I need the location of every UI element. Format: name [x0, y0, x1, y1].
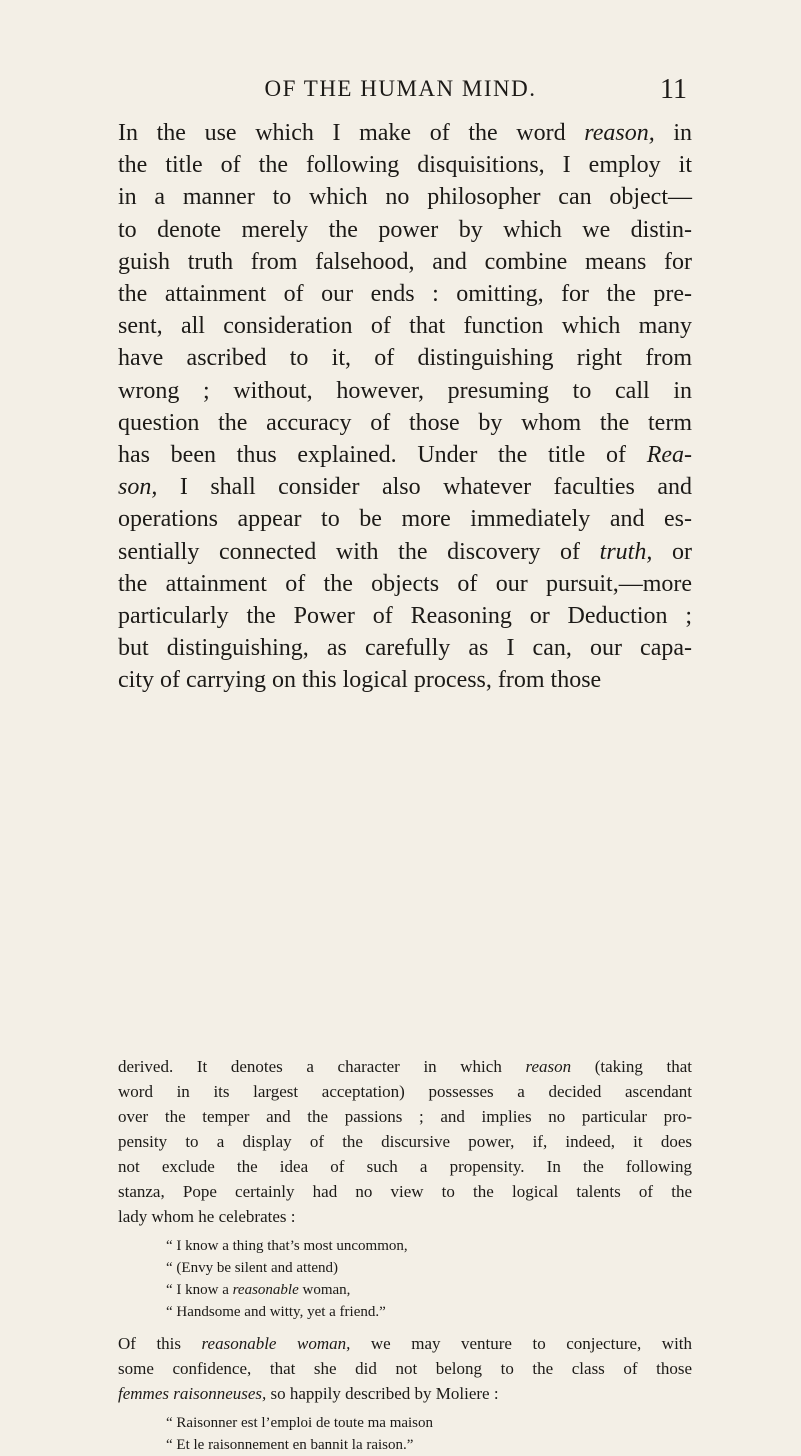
verse-line [166, 1257, 686, 1279]
running-head: OF THE HUMAN MIND. [264, 76, 537, 101]
main-text [118, 117, 692, 697]
italic-text: Rea- [646, 442, 692, 469]
text-run: sentially connected with the discovery of [118, 538, 600, 565]
footnote-line [118, 1129, 692, 1154]
footnote-line [118, 1179, 692, 1204]
text-run: wrong ; without, however, presuming to call in [118, 377, 692, 404]
text-line [118, 246, 692, 278]
text-run: In the use which I make of the word [118, 120, 585, 146]
text-run: to denote merely the power by which we distin- [118, 216, 692, 243]
text-run: city of carrying on this logical process, from those [118, 667, 602, 694]
text-run: (taking that [571, 1057, 692, 1076]
text-run: particularly the Power of Reasoning or Deduction ; [118, 603, 692, 630]
italic-text: truth, [599, 538, 653, 565]
verse-quotation-moliere [166, 1412, 686, 1456]
footnote-line [118, 1079, 692, 1104]
text-run: in a manner to which no philosopher can object— [118, 184, 692, 211]
text-run: derived. It denotes a character in which [118, 1057, 526, 1076]
italic-text: reasonable [232, 1282, 299, 1298]
text-run: “ Handsome and witty, yet a friend.” [166, 1304, 386, 1320]
text-run: not exclude the idea of such a propensity. In the following [118, 1157, 692, 1176]
footnote-line [118, 1356, 692, 1381]
text-run: woman, [298, 1282, 351, 1298]
text-run: the title of the following disquisitions, I employ it [118, 152, 692, 179]
text-run: question the accuracy of those by whom the term [118, 409, 692, 436]
text-run: “ Et le raisonnement en bannit la raison.” [166, 1437, 414, 1453]
footnote-line [118, 1331, 692, 1356]
text-run: have ascribed to it, of distinguishing right from [118, 345, 692, 372]
text-line [118, 342, 692, 374]
footnote-line [118, 1381, 692, 1406]
footnote-continuation [118, 1331, 692, 1406]
text-run: but distinguishing, as carefully as I can, our capa- [118, 635, 692, 662]
text-run: stanza, Pope certainly had no view to the logical talents of the [118, 1182, 692, 1201]
italic-text: reason, [584, 120, 655, 146]
text-run: or [652, 538, 692, 565]
text-line [118, 568, 692, 600]
footnote-text [118, 1054, 692, 1229]
footnote-line [118, 1154, 692, 1179]
text-line [118, 471, 692, 503]
text-run: some confidence, that she did not belong to the class of those [118, 1359, 692, 1378]
text-line [118, 503, 692, 535]
text-run: “ Raisonner est l’emploi de toute ma maison [166, 1415, 434, 1431]
text-line [118, 439, 692, 471]
text-run: the attainment of the objects of our pursuit,—more [118, 570, 692, 597]
verse-line [166, 1412, 686, 1434]
verse-line [166, 1279, 686, 1301]
text-run: we may venture to conjecture, with [350, 1334, 693, 1353]
text-run: word in its largest acceptation) possesses a decided ascendant [118, 1082, 692, 1101]
text-run: so happily described by Moliere : [266, 1384, 499, 1403]
text-run: Of this [118, 1334, 202, 1353]
text-run: has been thus explained. Under the title of [118, 442, 647, 469]
italic-text: son, [118, 474, 158, 501]
footnote-line [118, 1104, 692, 1129]
footnote-line [118, 1054, 692, 1079]
verse-line [166, 1235, 686, 1257]
italic-text: femmes raisonneuses, [118, 1384, 267, 1403]
page-header [0, 76, 801, 106]
text-run: sent, all consideration of that function which many [118, 313, 692, 340]
text-run: “ I know a [166, 1282, 233, 1298]
text-run: pensity to a display of the discursive power, if, indeed, it does [118, 1132, 692, 1151]
text-line [118, 310, 692, 342]
text-line [118, 149, 692, 181]
text-line [118, 600, 692, 632]
text-run: “ I know a thing that’s most uncommon, [166, 1238, 408, 1254]
text-line [118, 632, 692, 664]
italic-text: reasonable woman, [201, 1334, 351, 1353]
text-run: in [654, 120, 693, 146]
text-line [118, 181, 692, 213]
text-line [118, 536, 692, 568]
text-line [118, 407, 692, 439]
verse-line [166, 1434, 686, 1456]
text-run: lady whom he celebrates : [118, 1207, 296, 1226]
page-number: 11 [660, 74, 687, 105]
verse-line [166, 1301, 686, 1323]
text-line [118, 214, 692, 246]
text-line [118, 117, 692, 149]
text-run: I shall consider also whatever faculties and [157, 474, 692, 501]
text-run: operations appear to be more immediately and es- [118, 506, 692, 533]
footnote-line [118, 1204, 692, 1229]
text-run: the attainment of our ends : omitting, for the pre- [118, 281, 692, 308]
text-run: guish truth from falsehood, and combine means for [118, 248, 692, 275]
text-line [118, 278, 692, 310]
text-line [118, 375, 692, 407]
text-line [118, 664, 692, 696]
verse-quotation-pope [166, 1235, 686, 1323]
text-run: “ (Envy be silent and attend) [166, 1260, 339, 1276]
text-run: over the temper and the passions ; and implies no particular pro- [118, 1107, 692, 1126]
italic-text: reason [525, 1057, 572, 1076]
